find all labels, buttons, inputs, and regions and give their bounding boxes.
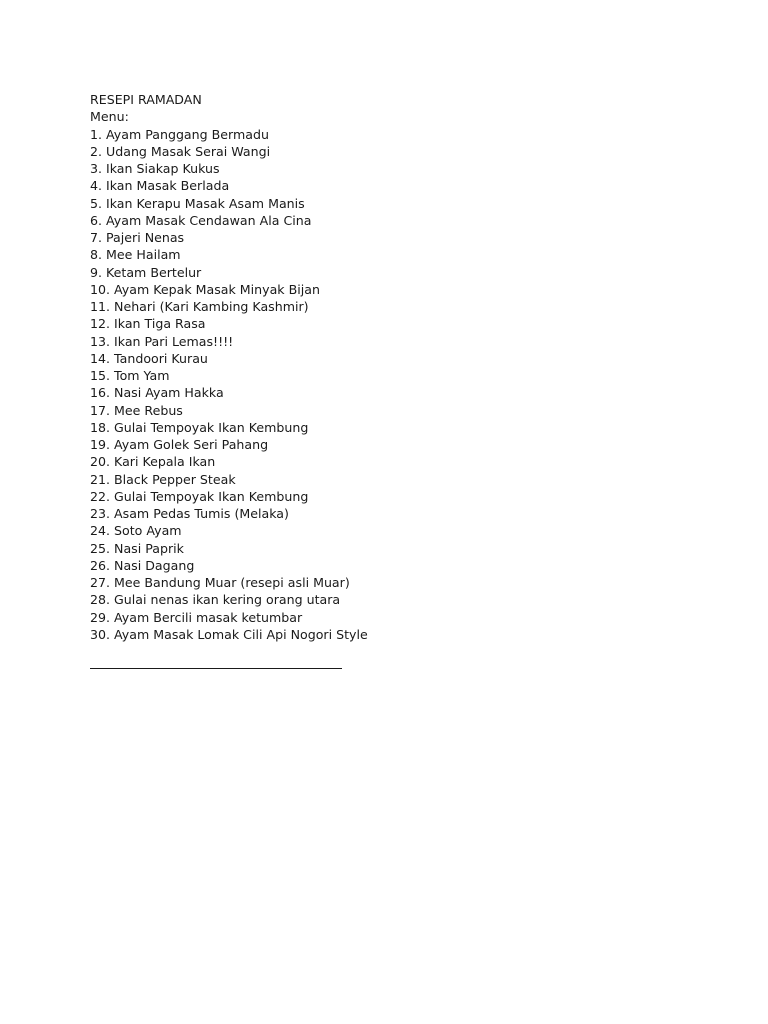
horizontal-rule xyxy=(90,668,342,669)
menu-item: 15. Tom Yam xyxy=(90,368,170,383)
menu-label: Menu: xyxy=(90,109,129,125)
menu-item: 18. Gulai Tempoyak Ikan Kembung xyxy=(90,419,309,435)
menu-item: 24. Soto Ayam xyxy=(90,523,182,539)
menu-item: 17. Mee Rebus xyxy=(90,402,183,418)
menu-item: 23. Asam Pedas Tumis (Melaka) xyxy=(90,506,289,521)
menu-item: 9. Ketam Bertelur xyxy=(90,264,202,280)
menu-item: 28. Gulai nenas ikan kering orang utara xyxy=(90,592,341,608)
document-page xyxy=(90,91,730,669)
menu-item: 19. Ayam Golek Seri Pahang xyxy=(90,437,269,452)
menu-item: 11. Nehari (Kari Kambing Kashmir) xyxy=(90,299,309,314)
menu-item: 22. Gulai Tempoyak Ikan Kembung xyxy=(90,488,309,504)
menu-item: 25. Nasi Paprik xyxy=(90,540,184,556)
menu-item: 14. Tandoori Kurau xyxy=(90,350,208,366)
menu-item: 1. Ayam Panggang Bermadu xyxy=(90,126,269,142)
menu-item: 2. Udang Masak Serai Wangi xyxy=(90,143,271,159)
menu-item: 7. Pajeri Nenas xyxy=(90,230,185,245)
menu-item: 4. Ikan Masak Berlada xyxy=(90,178,230,194)
menu-list xyxy=(90,126,730,644)
menu-item: 6. Ayam Masak Cendawan Ala Cina xyxy=(90,212,312,228)
document-title: RESEPI RAMADAN xyxy=(90,92,202,107)
menu-item: 27. Mee Bandung Muar (resepi asli Muar) xyxy=(90,575,350,590)
menu-item: 30. Ayam Masak Lomak Cili Api Nogori Style xyxy=(90,626,368,642)
menu-item: 12. Ikan Tiga Rasa xyxy=(90,316,206,332)
menu-item: 5. Ikan Kerapu Masak Asam Manis xyxy=(90,195,305,211)
menu-item: 3. Ikan Siakap Kukus xyxy=(90,161,220,176)
menu-item: 13. Ikan Pari Lemas!!!! xyxy=(90,333,234,349)
menu-item: 10. Ayam Kepak Masak Minyak Bijan xyxy=(90,281,320,297)
menu-item: 20. Kari Kepala Ikan xyxy=(90,454,216,470)
menu-item: 8. Mee Hailam xyxy=(90,247,181,263)
menu-item: 21. Black Pepper Steak xyxy=(90,471,236,487)
menu-item: 26. Nasi Dagang xyxy=(90,557,195,573)
menu-item: 29. Ayam Bercili masak ketumbar xyxy=(90,609,303,625)
menu-item: 16. Nasi Ayam Hakka xyxy=(90,385,224,401)
